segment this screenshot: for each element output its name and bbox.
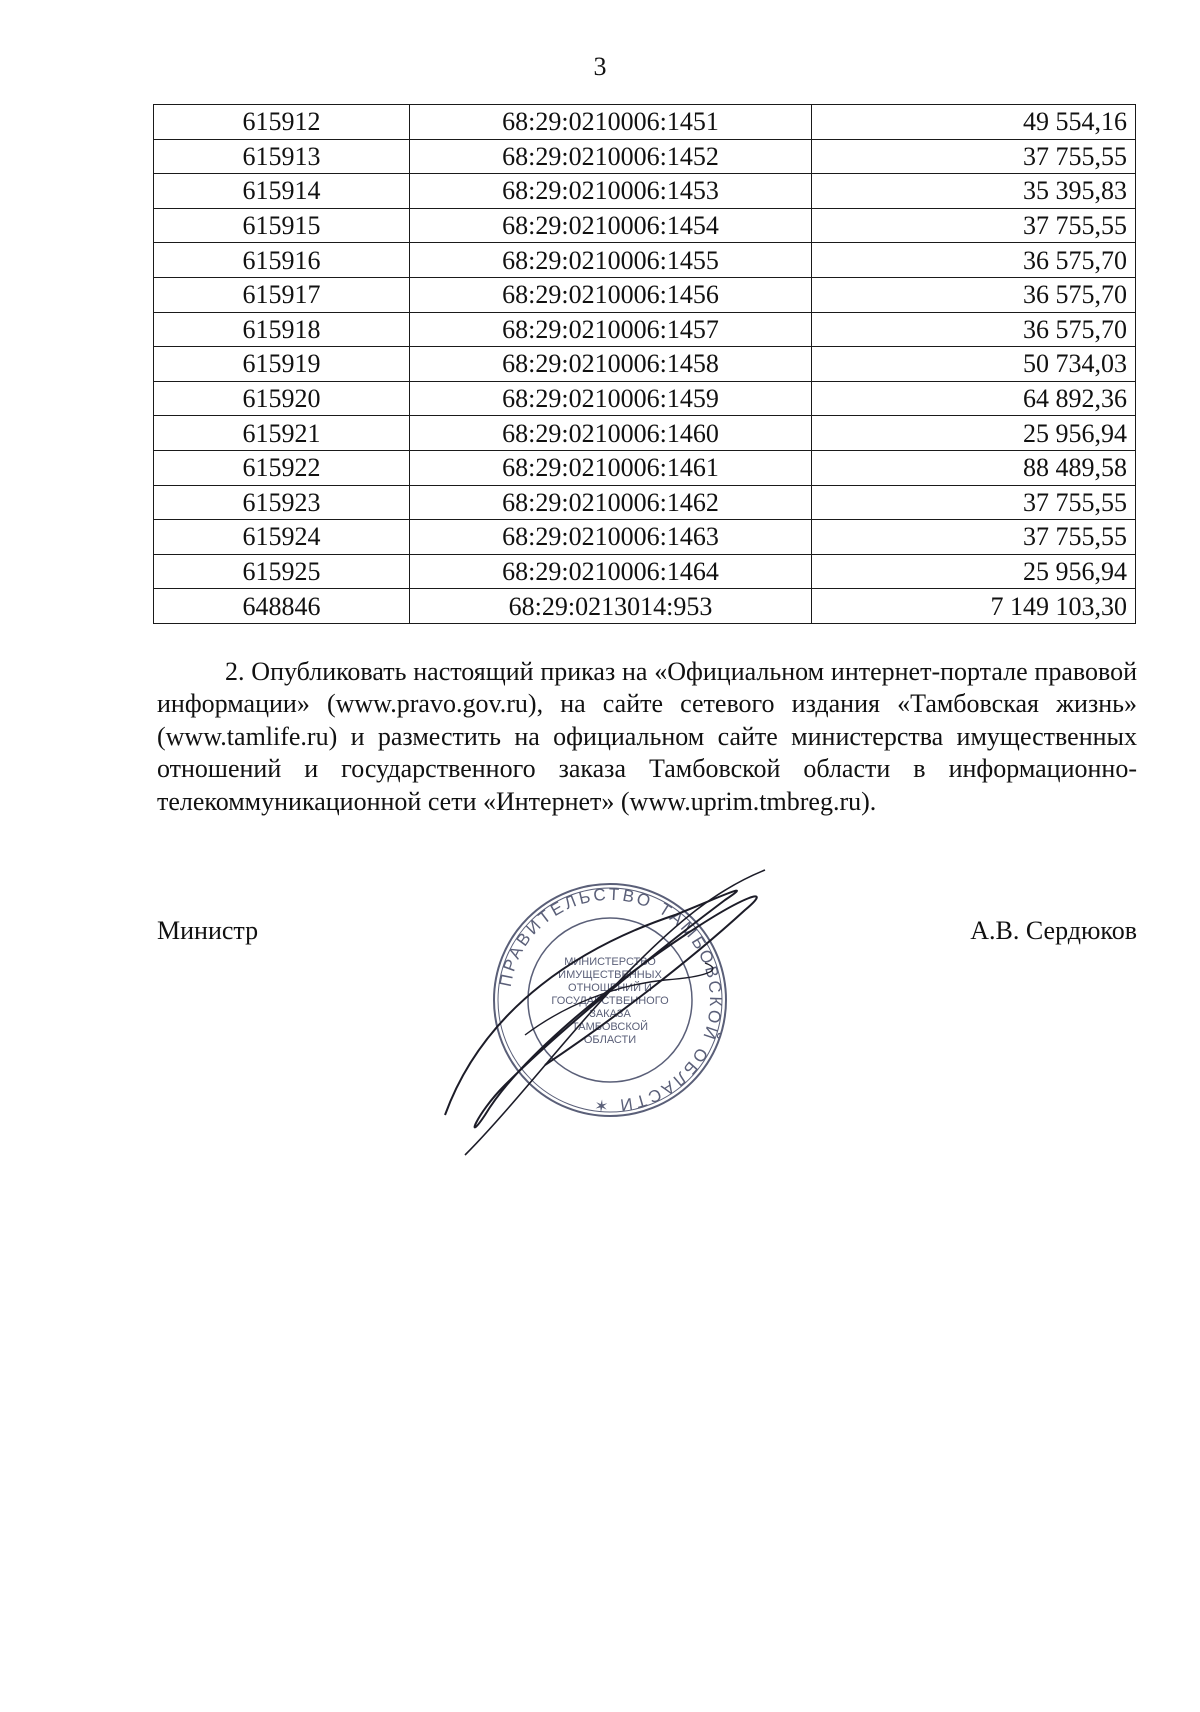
cadastral-number-cell: 68:29:0210006:1453 [410,174,812,209]
cadastral-number-cell: 68:29:0210006:1454 [410,208,812,243]
table-row [154,485,1136,520]
value-cell: 7 149 103,30 [812,589,1136,624]
value-cell: 35 395,83 [812,174,1136,209]
cadastral-number-cell: 68:29:0210006:1464 [410,554,812,589]
value-cell: 25 956,94 [812,554,1136,589]
cadastral-number-cell: 68:29:0210006:1460 [410,416,812,451]
record-number-cell: 615918 [154,312,410,347]
cadastral-number-cell: 68:29:0210006:1457 [410,312,812,347]
value-cell: 50 734,03 [812,347,1136,382]
table-row [154,312,1136,347]
stamp-inner-line: ОТНОШЕНИЙ И [568,982,652,994]
stamp-inner-line: МИНИСТЕРСТВО [564,956,656,968]
record-number-cell: 615912 [154,105,410,140]
table-row [154,347,1136,382]
stamp-inner-line: ИМУЩЕСТВЕННЫХ [558,969,662,981]
value-cell: 37 755,55 [812,139,1136,174]
stamp-inner-line: ТАМБОВСКОЙ [571,1021,649,1033]
record-number-cell: 615922 [154,450,410,485]
record-number-cell: 615916 [154,243,410,278]
cadastral-number-cell: 68:29:0210006:1458 [410,347,812,382]
page-number: 3 [593,52,607,81]
value-cell: 37 755,55 [812,485,1136,520]
record-number-cell: 615917 [154,277,410,312]
value-cell: 37 755,55 [812,208,1136,243]
cadastral-number-cell: 68:29:0210006:1463 [410,520,812,555]
stamp-inner-line: ГОСУДАРСТВЕННОГО [551,995,669,1007]
value-cell: 49 554,16 [812,105,1136,140]
table-row [154,208,1136,243]
table-row [154,416,1136,451]
handwritten-signature [425,855,805,1175]
cadastral-number-cell: 68:29:0210006:1452 [410,139,812,174]
record-number-cell: 615923 [154,485,410,520]
stamp-inner-line: ЗАКАЗА [589,1008,631,1020]
record-number-cell: 615915 [154,208,410,243]
value-cell: 36 575,70 [812,277,1136,312]
cadastral-number-cell: 68:29:0213014:953 [410,589,812,624]
position-title: Министр [157,916,259,945]
signatory-name: А.В. Сердюков [970,916,1137,945]
table-row [154,589,1136,624]
table-row [154,277,1136,312]
value-cell: 36 575,70 [812,312,1136,347]
table-row [154,450,1136,485]
publication-text: 2. Опубликовать настоящий приказ на «Официальном интернет-портале правовой информации» (www.pravo.gov.ru), на сайте сетевого издания «Тамбовская жизнь» (www.tamlife.ru) и разместить на официальном сайте министерства имущественных отношений и государственного заказа Тамбовской области в информационно-телекоммуникационной сети «Интернет» (www.uprim.tmbreg.ru). [157,657,1137,816]
table-row [154,243,1136,278]
value-cell: 64 892,36 [812,381,1136,416]
value-cell: 25 956,94 [812,416,1136,451]
records-table-body [154,105,1136,624]
record-number-cell: 615925 [154,554,410,589]
record-number-cell: 615913 [154,139,410,174]
stamp-inner-line: ОБЛАСТИ [583,1034,637,1046]
table-row [154,105,1136,140]
value-cell: 37 755,55 [812,520,1136,555]
cadastral-number-cell: 68:29:0210006:1459 [410,381,812,416]
svg-text:ПРАВИТЕЛЬСТВО ТАМБОВСКОЙ ОБЛАС: ПРАВИТЕЛЬСТВО ТАМБОВСКОЙ ОБЛАСТИ ✶ [495,884,726,1116]
cadastral-number-cell: 68:29:0210006:1456 [410,277,812,312]
record-number-cell: 615914 [154,174,410,209]
table-row [154,381,1136,416]
cadastral-number-cell: 68:29:0210006:1461 [410,450,812,485]
table-row [154,520,1136,555]
cadastral-number-cell: 68:29:0210006:1451 [410,105,812,140]
record-number-cell: 615920 [154,381,410,416]
table-row [154,174,1136,209]
record-number-cell: 615924 [154,520,410,555]
cadastral-number-cell: 68:29:0210006:1455 [410,243,812,278]
records-table [153,104,1136,624]
value-cell: 36 575,70 [812,243,1136,278]
record-number-cell: 615921 [154,416,410,451]
table-row [154,139,1136,174]
cadastral-number-cell: 68:29:0210006:1462 [410,485,812,520]
table-row [154,554,1136,589]
record-number-cell: 615919 [154,347,410,382]
value-cell: 88 489,58 [812,450,1136,485]
record-number-cell: 648846 [154,589,410,624]
publication-paragraph [157,656,1137,818]
